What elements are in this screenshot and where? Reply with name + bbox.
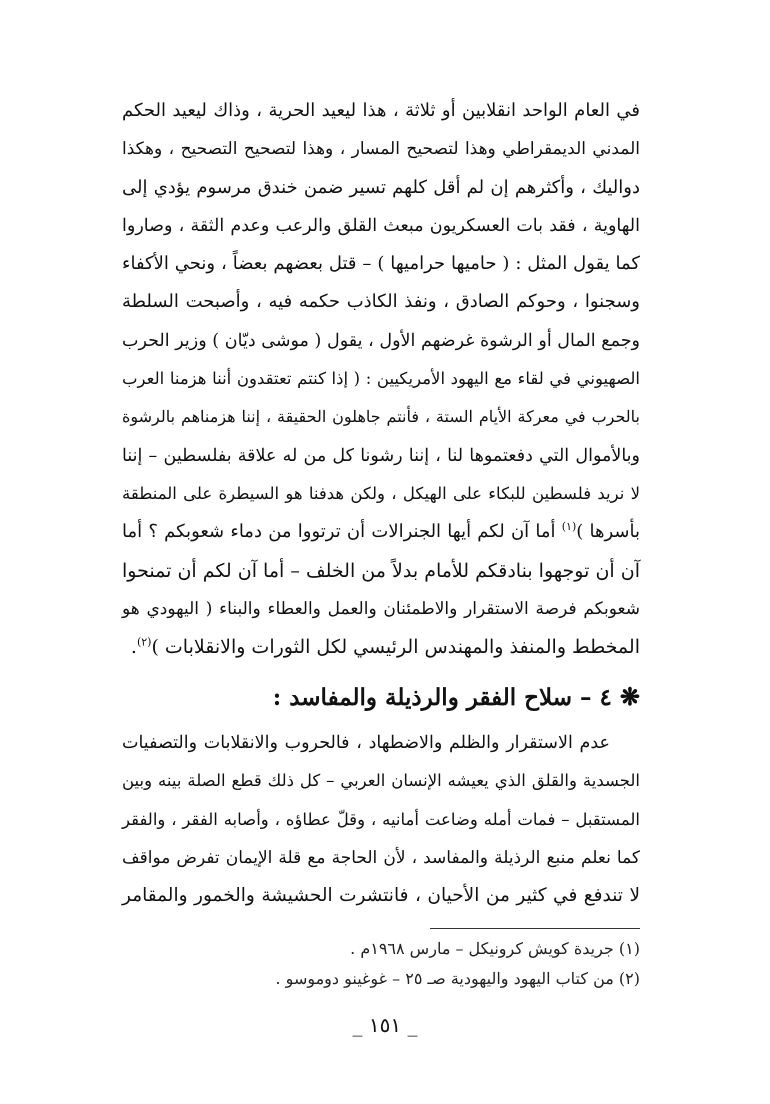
text-fragment: .: [130, 636, 137, 659]
text-fragment: المخطط والمنفذ والمهندس الرئيسي لكل الثورات والانقلابات ): [151, 636, 640, 659]
text-line-with-footnote: [122, 513, 640, 551]
text-line: لا نريد فلسطين للبكاء على الهيكل ، ولكن هدفنا هو السيطرة على المنطقة: [122, 483, 640, 503]
footnote-reference-2: (٢): [136, 635, 152, 649]
text-line: الجسدية والقلق الذي يعيشه الإنسان العربي – كل ذلك قطع الصلة بينه وبين: [122, 771, 640, 791]
text-line: لا تندفع في كثير من الأحيان ، فانتشرت الحشيشة والخمور والمقامر: [122, 885, 640, 907]
footnote-reference-1: (١): [561, 520, 577, 534]
text-line: دواليك ، وأكثرهم إن لم أقل كلهم تسير ضمن خندق مرسوم يؤدي إلى: [122, 176, 640, 198]
footnote-2: (٢) من كتاب اليهود واليهودية صـ ٢٥ – غوغينو دوموسو .: [275, 969, 640, 988]
section-heading-title: ٤ – سلاح الفقر والرذيلة والمفاسد :: [272, 684, 612, 711]
text-line: المستقبل – فمات أمله وضاعت أمانيه ، وقلّ عطاؤه ، وأصابه الفقر ، والفقر: [122, 809, 640, 829]
text-line: الهاوية ، فقد بات العسكريون مبعث القلق والرعب وعدم الثقة ، وصاروا: [122, 215, 640, 236]
text-line: وبالأموال التي دفعتموها لنا ، إننا رشونا كل من له علاقة بفلسطين – إننا: [122, 445, 640, 466]
text-line: كما يقول المثل : ( حاميها حراميها ) – قتل بعضهم بعضاً ، ونحي الأكفاء: [122, 253, 640, 275]
section-heading: [122, 678, 640, 717]
text-line: وسجنوا ، وحوكم الصادق ، ونفذ الكاذب حكمه فيه ، وأصبحت السلطة: [122, 291, 640, 313]
footnote-divider: [430, 928, 640, 929]
text-line: آن أن توجهوا بنادقكم للأمام بدلاً من الخلف – أما آن لكم أن تمنحوا: [122, 559, 640, 582]
text-line: كما نعلم منبع الرذيلة والمفاسد ، لأن الحاجة مع قلة الإيمان تفرض مواقف: [122, 847, 640, 868]
footnote-1: (١) جريدة كويش كرونيكل – مارس ١٩٦٨م .: [350, 939, 640, 958]
text-line: عدم الاستقرار والظلم والاضطهاد ، فالحروب والانقلابات والتصفيات: [122, 733, 610, 753]
text-line: شعوبكم فرصة الاستقرار والاطمئنان والعمل والعطاء والبناء ( اليهودي هو: [122, 598, 640, 619]
text-line: الصهيوني في لقاء مع اليهود الأمريكيين : ( إذا كنتم تعتقدون أننا هزمنا العرب: [122, 369, 640, 389]
text-line-with-footnote: [122, 628, 640, 666]
asterism-icon: ❋: [619, 682, 640, 711]
text-fragment: أما آن لكم أيها الجنرالات أن ترتووا من دماء شعوبكم ؟ أما: [122, 521, 562, 543]
text-fragment: بأسرها ): [576, 521, 641, 543]
body-paragraph-1: [122, 92, 640, 666]
text-line: وجمع المال أو الرشوة غرضهم الأول ، يقول ( موشى ديّان ) وزير الحرب: [122, 330, 640, 351]
body-paragraph-2: [122, 724, 640, 915]
footnotes: [122, 934, 640, 994]
page-number: _ ١٥١ _: [352, 1013, 418, 1037]
text-line: في العام الواحد انقلابين أو ثلاثة ، هذا ليعيد الحرية ، وذاك ليعيد الحكم: [122, 100, 640, 121]
text-line: المدني الديمقراطي وهذا لتصحيح المسار ، وهذا لتصحيح التصحيح ، وهكذا: [122, 139, 640, 160]
text-line: بالحرب في معركة الأيام الستة ، فأنتم جاهلون الحقيقة ، إننا هزمناهم بالرشوة: [122, 407, 640, 427]
